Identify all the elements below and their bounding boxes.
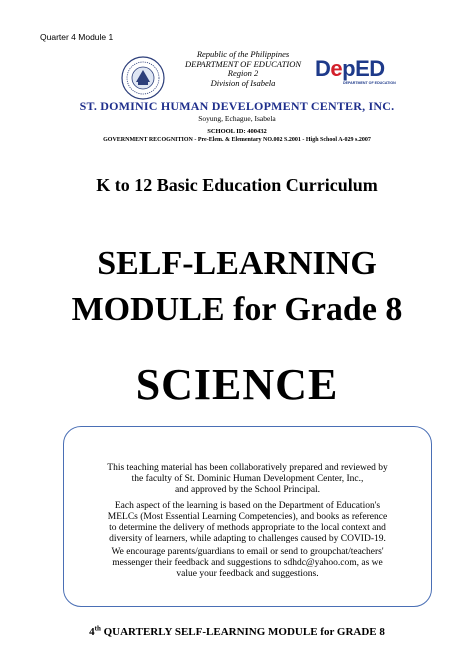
school-id: SCHOOL ID: 400432	[207, 128, 267, 135]
info-paragraph-1	[63, 463, 432, 496]
info-line: the faculty of St. Dominic Human Development Center, Inc.,	[131, 474, 364, 484]
footer-title	[0, 626, 474, 638]
deped-logo	[315, 56, 396, 90]
republic-label: Republic of the Philippines	[196, 49, 290, 59]
government-header	[168, 50, 318, 88]
info-line: to determine the delivery of methods appropriate to the local context and	[109, 523, 386, 533]
government-recognition: GOVERNMENT RECOGNITION - Pre-Elem. & Elementary NO.002 S.2001 - High School A-029 s.2007	[103, 137, 371, 143]
subject-title: SCIENCE	[135, 360, 339, 409]
deped-logo-subtext: DEPARTMENT OF EDUCATION	[343, 81, 396, 85]
school-address: Soyung, Echague, Isabela	[198, 114, 276, 123]
info-line: This teaching material has been collaboratively prepared and reviewed by	[107, 463, 388, 473]
deped-seal-icon	[121, 56, 165, 100]
info-line: MELCs (Most Essential Learning Competencies), and books as reference	[107, 512, 388, 522]
footer-ordinal: 4	[89, 626, 95, 638]
info-paragraph-3	[63, 547, 432, 580]
division-label: Division of Isabela	[210, 77, 276, 88]
info-line: We encourage parents/guardians to email or send to groupchat/teachers'	[111, 547, 384, 557]
module-title-line2: MODULE for Grade 8	[71, 291, 403, 328]
module-title-line1: SELF-LEARNING	[97, 245, 377, 282]
footer-ordinal-suffix: th	[94, 624, 101, 633]
department-label: DEPARTMENT OF EDUCATION	[184, 58, 302, 69]
curriculum-heading: K to 12 Basic Education Curriculum	[96, 175, 378, 195]
deped-logo-wordmark: DepED	[315, 56, 385, 81]
school-name: ST. DOMINIC HUMAN DEVELOPMENT CENTER, INC.	[79, 99, 395, 113]
info-line: Each aspect of the learning is based on the Department of Education's	[114, 501, 381, 511]
info-paragraph-2	[63, 501, 432, 545]
info-line: messenger their feedback and suggestions to sdhdc@yahoo.com, as we	[112, 558, 383, 568]
region-label: Region 2	[227, 68, 259, 78]
footer-text: QUARTERLY SELF-LEARNING MODULE for GRADE 8	[100, 626, 385, 638]
quarter-module-label: Quarter 4 Module 1	[40, 32, 114, 42]
info-line: diversity of learners, while adapting to challenges caused by COVID-19.	[109, 534, 386, 544]
info-line: and approved by the School Principal.	[174, 485, 321, 495]
info-line: value your feedback and suggestions.	[176, 569, 319, 579]
